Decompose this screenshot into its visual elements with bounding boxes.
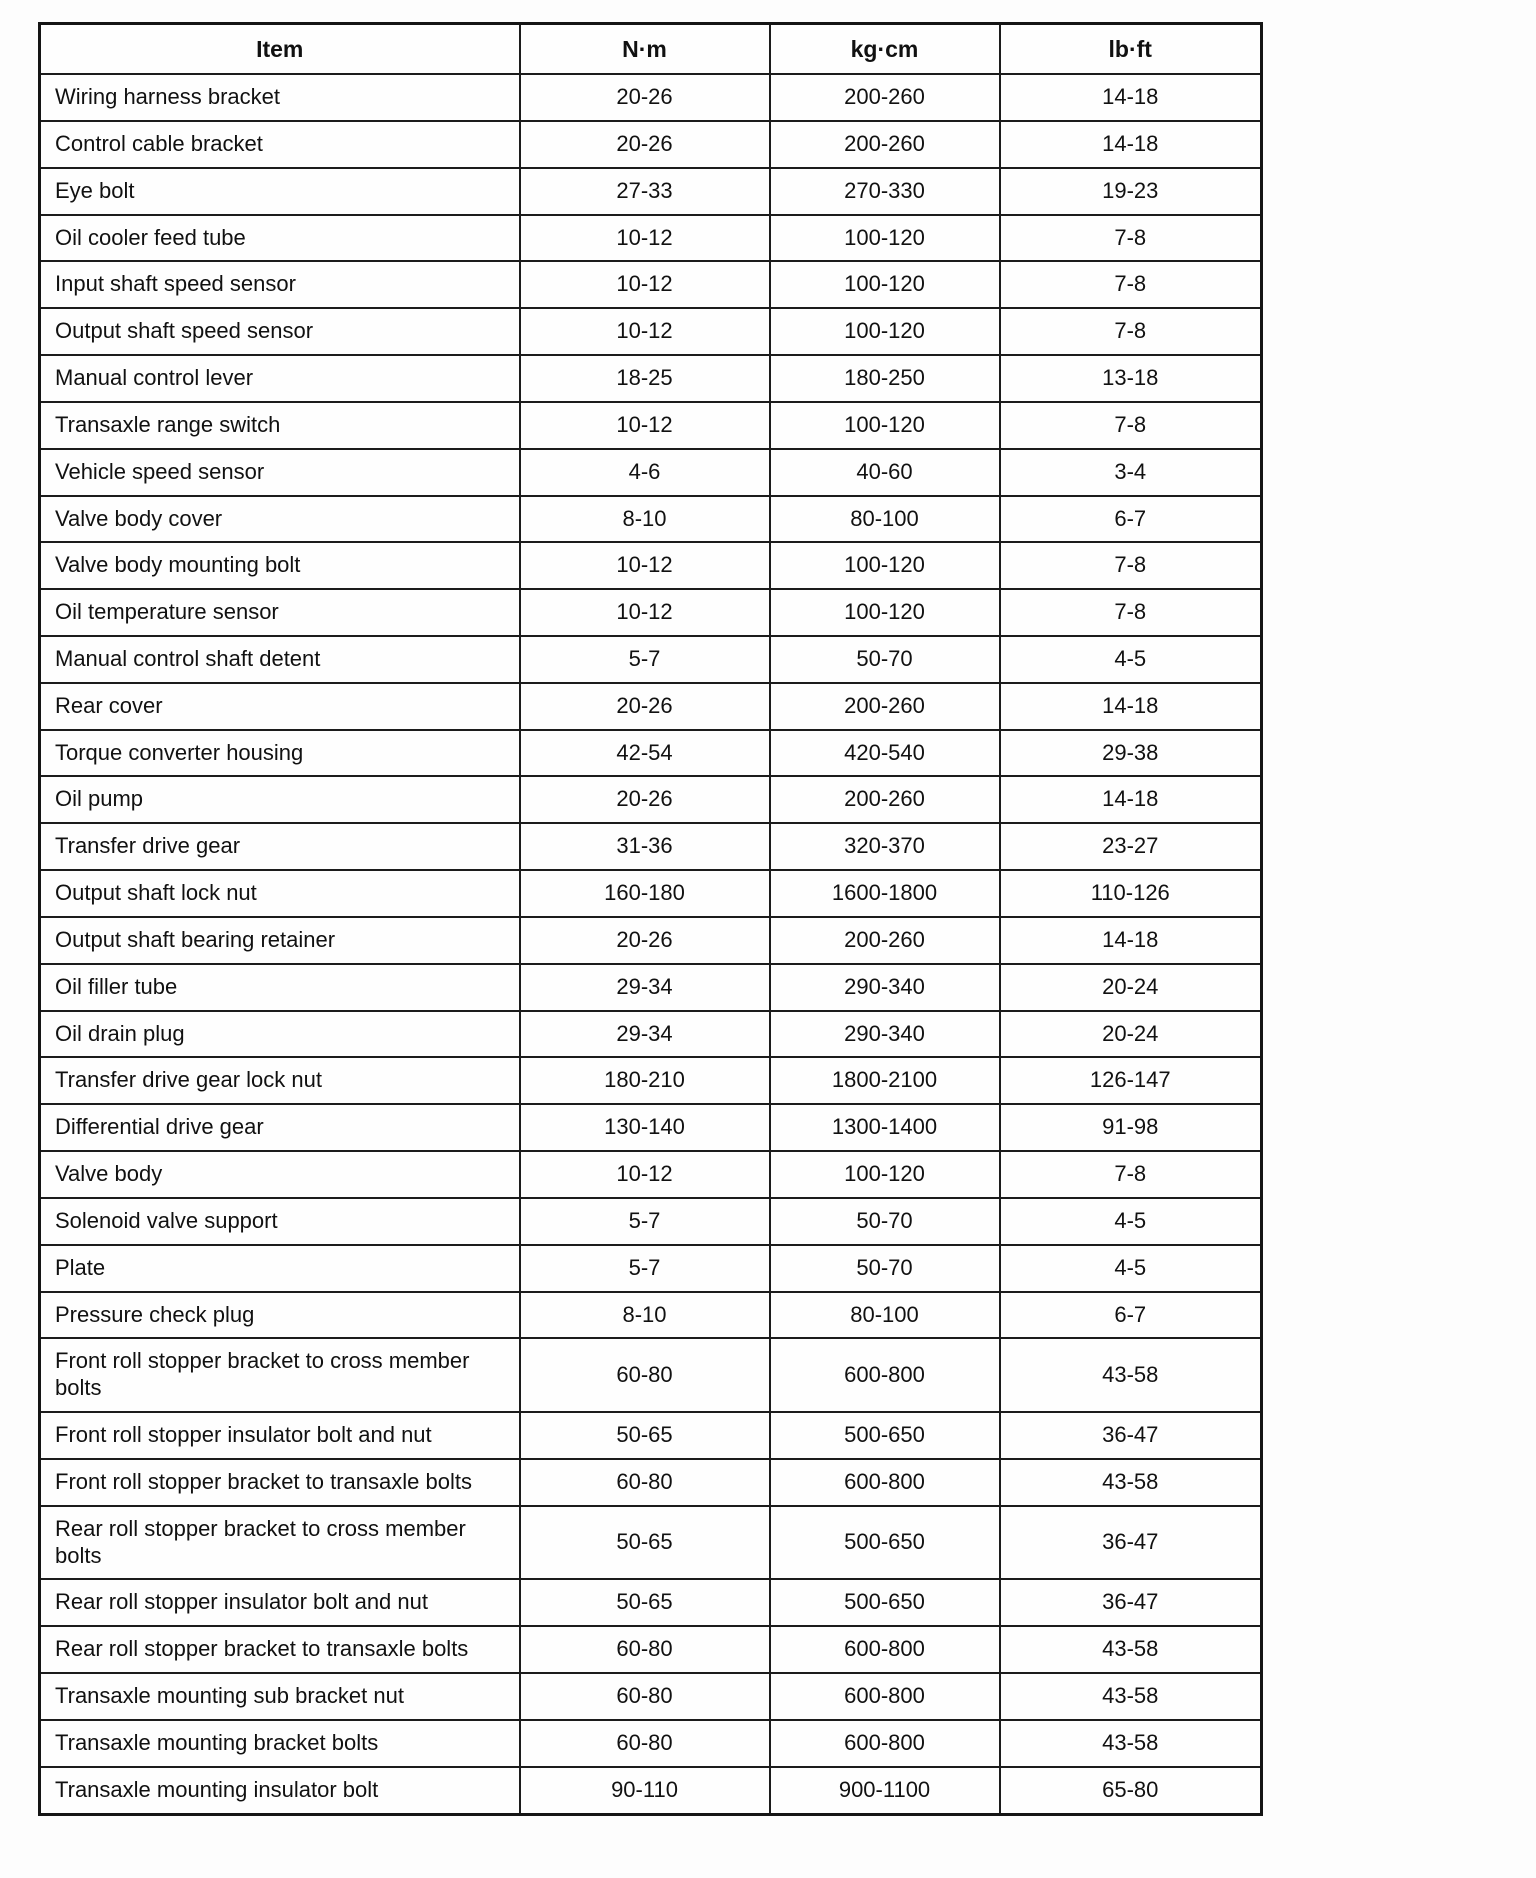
item-cell: Differential drive gear	[40, 1104, 520, 1151]
table-row	[40, 589, 1262, 636]
value-cell: 290-340	[770, 964, 1000, 1011]
item-cell: Oil pump	[40, 776, 520, 823]
value-cell: 200-260	[770, 74, 1000, 121]
value-cell: 100-120	[770, 1151, 1000, 1198]
table-row	[40, 1057, 1262, 1104]
value-cell: 14-18	[1000, 776, 1262, 823]
value-cell: 31-36	[520, 823, 770, 870]
value-cell: 29-34	[520, 1011, 770, 1058]
value-cell: 36-47	[1000, 1579, 1262, 1626]
item-cell: Vehicle speed sensor	[40, 449, 520, 496]
table-row	[40, 964, 1262, 1011]
item-cell: Rear cover	[40, 683, 520, 730]
item-cell: Torque converter housing	[40, 730, 520, 777]
value-cell: 270-330	[770, 168, 1000, 215]
value-cell: 20-26	[520, 74, 770, 121]
value-cell: 5-7	[520, 1198, 770, 1245]
value-cell: 1300-1400	[770, 1104, 1000, 1151]
value-cell: 7-8	[1000, 261, 1262, 308]
value-cell: 19-23	[1000, 168, 1262, 215]
value-cell: 10-12	[520, 1151, 770, 1198]
item-cell: Output shaft bearing retainer	[40, 917, 520, 964]
item-cell: Output shaft speed sensor	[40, 308, 520, 355]
item-cell: Manual control lever	[40, 355, 520, 402]
value-cell: 8-10	[520, 1292, 770, 1339]
value-cell: 90-110	[520, 1767, 770, 1814]
value-cell: 500-650	[770, 1579, 1000, 1626]
item-cell: Transaxle mounting bracket bolts	[40, 1720, 520, 1767]
value-cell: 200-260	[770, 121, 1000, 168]
value-cell: 42-54	[520, 730, 770, 777]
value-cell: 91-98	[1000, 1104, 1262, 1151]
table-row	[40, 1506, 1262, 1580]
value-cell: 60-80	[520, 1626, 770, 1673]
value-cell: 60-80	[520, 1720, 770, 1767]
item-cell: Oil drain plug	[40, 1011, 520, 1058]
table-row	[40, 1626, 1262, 1673]
table-row	[40, 1011, 1262, 1058]
table-row	[40, 449, 1262, 496]
table-row	[40, 730, 1262, 777]
item-cell: Solenoid valve support	[40, 1198, 520, 1245]
table-row	[40, 355, 1262, 402]
item-cell: Manual control shaft detent	[40, 636, 520, 683]
value-cell: 1600-1800	[770, 870, 1000, 917]
table-header-row	[40, 24, 1262, 75]
table-row	[40, 683, 1262, 730]
value-cell: 600-800	[770, 1673, 1000, 1720]
value-cell: 60-80	[520, 1673, 770, 1720]
value-cell: 200-260	[770, 776, 1000, 823]
value-cell: 20-24	[1000, 1011, 1262, 1058]
value-cell: 600-800	[770, 1338, 1000, 1412]
value-cell: 29-38	[1000, 730, 1262, 777]
value-cell: 130-140	[520, 1104, 770, 1151]
value-cell: 500-650	[770, 1412, 1000, 1459]
table-row	[40, 870, 1262, 917]
value-cell: 3-4	[1000, 449, 1262, 496]
value-cell: 40-60	[770, 449, 1000, 496]
value-cell: 7-8	[1000, 1151, 1262, 1198]
value-cell: 7-8	[1000, 402, 1262, 449]
value-cell: 10-12	[520, 402, 770, 449]
value-cell: 110-126	[1000, 870, 1262, 917]
item-cell: Oil filler tube	[40, 964, 520, 1011]
table-row	[40, 74, 1262, 121]
value-cell: 14-18	[1000, 917, 1262, 964]
value-cell: 8-10	[520, 496, 770, 543]
item-cell: Transfer drive gear	[40, 823, 520, 870]
value-cell: 100-120	[770, 215, 1000, 262]
value-cell: 500-650	[770, 1506, 1000, 1580]
value-cell: 1800-2100	[770, 1057, 1000, 1104]
value-cell: 290-340	[770, 1011, 1000, 1058]
item-cell: Transaxle mounting sub bracket nut	[40, 1673, 520, 1720]
value-cell: 29-34	[520, 964, 770, 1011]
value-cell: 7-8	[1000, 542, 1262, 589]
value-cell: 14-18	[1000, 121, 1262, 168]
item-cell: Rear roll stopper insulator bolt and nut	[40, 1579, 520, 1626]
item-cell: Oil temperature sensor	[40, 589, 520, 636]
value-cell: 60-80	[520, 1459, 770, 1506]
table-row	[40, 1338, 1262, 1412]
value-cell: 4-5	[1000, 636, 1262, 683]
value-cell: 20-26	[520, 917, 770, 964]
table-row	[40, 1292, 1262, 1339]
value-cell: 180-210	[520, 1057, 770, 1104]
value-cell: 7-8	[1000, 308, 1262, 355]
item-cell: Transaxle range switch	[40, 402, 520, 449]
value-cell: 200-260	[770, 683, 1000, 730]
column-header-nm: N·m	[520, 24, 770, 75]
value-cell: 4-5	[1000, 1198, 1262, 1245]
value-cell: 200-260	[770, 917, 1000, 964]
value-cell: 10-12	[520, 261, 770, 308]
torque-spec-table	[38, 22, 1263, 1816]
value-cell: 6-7	[1000, 1292, 1262, 1339]
value-cell: 160-180	[520, 870, 770, 917]
table-row	[40, 402, 1262, 449]
item-cell: Wiring harness bracket	[40, 74, 520, 121]
value-cell: 180-250	[770, 355, 1000, 402]
value-cell: 36-47	[1000, 1506, 1262, 1580]
value-cell: 18-25	[520, 355, 770, 402]
table-row	[40, 823, 1262, 870]
value-cell: 13-18	[1000, 355, 1262, 402]
table-row	[40, 1104, 1262, 1151]
item-cell: Valve body cover	[40, 496, 520, 543]
value-cell: 100-120	[770, 308, 1000, 355]
item-cell: Transaxle mounting insulator bolt	[40, 1767, 520, 1814]
item-cell: Transfer drive gear lock nut	[40, 1057, 520, 1104]
value-cell: 20-26	[520, 776, 770, 823]
value-cell: 100-120	[770, 542, 1000, 589]
value-cell: 20-26	[520, 121, 770, 168]
value-cell: 600-800	[770, 1720, 1000, 1767]
item-cell: Front roll stopper bracket to cross member bolts	[40, 1338, 520, 1412]
value-cell: 10-12	[520, 215, 770, 262]
value-cell: 20-26	[520, 683, 770, 730]
value-cell: 27-33	[520, 168, 770, 215]
table-row	[40, 1198, 1262, 1245]
table-row	[40, 215, 1262, 262]
table-row	[40, 121, 1262, 168]
value-cell: 10-12	[520, 542, 770, 589]
value-cell: 43-58	[1000, 1720, 1262, 1767]
value-cell: 50-65	[520, 1506, 770, 1580]
value-cell: 50-65	[520, 1579, 770, 1626]
table-row	[40, 261, 1262, 308]
value-cell: 43-58	[1000, 1459, 1262, 1506]
value-cell: 7-8	[1000, 589, 1262, 636]
value-cell: 50-70	[770, 636, 1000, 683]
item-cell: Oil cooler feed tube	[40, 215, 520, 262]
table-row	[40, 776, 1262, 823]
value-cell: 65-80	[1000, 1767, 1262, 1814]
value-cell: 4-5	[1000, 1245, 1262, 1292]
value-cell: 14-18	[1000, 74, 1262, 121]
table-row	[40, 542, 1262, 589]
column-header-lbft: lb·ft	[1000, 24, 1262, 75]
value-cell: 600-800	[770, 1459, 1000, 1506]
item-cell: Pressure check plug	[40, 1292, 520, 1339]
value-cell: 126-147	[1000, 1057, 1262, 1104]
table-row	[40, 1720, 1262, 1767]
value-cell: 43-58	[1000, 1673, 1262, 1720]
value-cell: 20-24	[1000, 964, 1262, 1011]
value-cell: 100-120	[770, 402, 1000, 449]
table-row	[40, 1151, 1262, 1198]
value-cell: 43-58	[1000, 1338, 1262, 1412]
value-cell: 600-800	[770, 1626, 1000, 1673]
value-cell: 23-27	[1000, 823, 1262, 870]
item-cell: Rear roll stopper bracket to cross member bolts	[40, 1506, 520, 1580]
item-cell: Plate	[40, 1245, 520, 1292]
item-cell: Control cable bracket	[40, 121, 520, 168]
value-cell: 14-18	[1000, 683, 1262, 730]
item-cell: Valve body mounting bolt	[40, 542, 520, 589]
item-cell: Output shaft lock nut	[40, 870, 520, 917]
table-row	[40, 917, 1262, 964]
item-cell: Front roll stopper insulator bolt and nut	[40, 1412, 520, 1459]
table-row	[40, 1579, 1262, 1626]
item-cell: Eye bolt	[40, 168, 520, 215]
value-cell: 50-70	[770, 1198, 1000, 1245]
value-cell: 10-12	[520, 589, 770, 636]
table-row	[40, 636, 1262, 683]
value-cell: 320-370	[770, 823, 1000, 870]
table-row	[40, 1459, 1262, 1506]
item-cell: Valve body	[40, 1151, 520, 1198]
value-cell: 7-8	[1000, 215, 1262, 262]
table-row	[40, 1412, 1262, 1459]
value-cell: 80-100	[770, 496, 1000, 543]
value-cell: 60-80	[520, 1338, 770, 1412]
value-cell: 5-7	[520, 636, 770, 683]
column-header-item: Item	[40, 24, 520, 75]
value-cell: 50-65	[520, 1412, 770, 1459]
table-container	[38, 22, 1263, 1816]
item-cell: Input shaft speed sensor	[40, 261, 520, 308]
value-cell: 10-12	[520, 308, 770, 355]
table-row	[40, 168, 1262, 215]
value-cell: 50-70	[770, 1245, 1000, 1292]
column-header-kgcm: kg·cm	[770, 24, 1000, 75]
value-cell: 100-120	[770, 261, 1000, 308]
value-cell: 420-540	[770, 730, 1000, 777]
item-cell: Front roll stopper bracket to transaxle bolts	[40, 1459, 520, 1506]
value-cell: 43-58	[1000, 1626, 1262, 1673]
table-row	[40, 1767, 1262, 1814]
table-row	[40, 308, 1262, 355]
item-cell: Rear roll stopper bracket to transaxle bolts	[40, 1626, 520, 1673]
value-cell: 5-7	[520, 1245, 770, 1292]
value-cell: 100-120	[770, 589, 1000, 636]
table-row	[40, 496, 1262, 543]
value-cell: 80-100	[770, 1292, 1000, 1339]
table-row	[40, 1673, 1262, 1720]
table-row	[40, 1245, 1262, 1292]
value-cell: 900-1100	[770, 1767, 1000, 1814]
value-cell: 4-6	[520, 449, 770, 496]
value-cell: 6-7	[1000, 496, 1262, 543]
value-cell: 36-47	[1000, 1412, 1262, 1459]
